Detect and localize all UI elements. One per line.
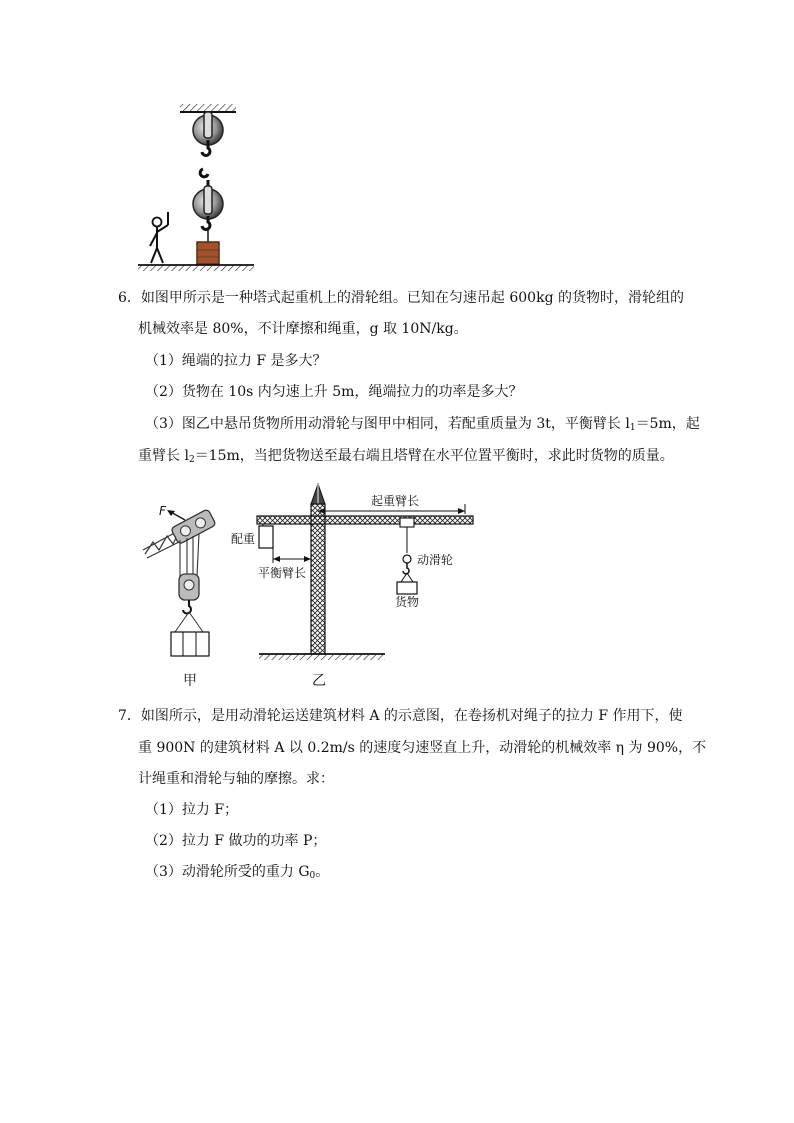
q7-sub3: （3）动滑轮所受的重力 $G_0$。 bbox=[145, 864, 330, 881]
figure-yi bbox=[231, 484, 473, 689]
movable-pulley bbox=[193, 169, 223, 242]
counterweight-label: 配重 bbox=[231, 532, 256, 546]
q6-sub3-line1: （3）图乙中悬吊货物所用动滑轮与图甲中相同，若配重质量为 3t，平衡臂长 $l_1=5m$，起 bbox=[145, 416, 700, 433]
q6-line2: 机械效率是 80%，不计摩擦和绳重，g 取 10N/kg。 bbox=[138, 321, 468, 337]
q7-sub2: （2）拉力 F 做功的功率 P； bbox=[145, 833, 327, 849]
pulley-figure bbox=[130, 100, 270, 275]
q6-sub2: （2）货物在 10s 内匀速上升 5m，绳端拉力的功率是多大？ bbox=[145, 384, 523, 400]
crane-figure bbox=[135, 478, 485, 693]
ceiling bbox=[180, 104, 236, 112]
q6-sub3-line2: 重臂长 $l_2=15m$，当把货物送至最右端且塔臂在水平位置平衡时，求此时货物的质量。 bbox=[138, 448, 674, 465]
q7-line2: 重 900N 的建筑材料 A 以 0.2m/s 的速度匀速竖直上升，动滑轮的机械效率 η 为 90%，不 bbox=[138, 740, 707, 756]
stick-person bbox=[150, 212, 168, 263]
q7-line3: 计绳重和滑轮与轴的摩擦。求： bbox=[138, 771, 334, 787]
figure-jia bbox=[143, 504, 216, 689]
balance-arm-label: 平衡臂长 bbox=[258, 566, 307, 580]
caption-yi: 乙 bbox=[312, 673, 326, 689]
cargo-box bbox=[197, 242, 219, 264]
fixed-pulley bbox=[193, 112, 223, 155]
cargo-label: 货物 bbox=[395, 595, 420, 609]
movable-pulley-label: 动滑轮 bbox=[417, 553, 454, 567]
lifting-arm-label: 起重臂长 bbox=[371, 494, 420, 508]
q7-sub1: （1）拉力 F； bbox=[145, 802, 239, 818]
q6-sub1: （1）绳端的拉力 F 是多大？ bbox=[145, 353, 327, 369]
force-label: F bbox=[159, 504, 166, 518]
ground bbox=[138, 265, 254, 271]
q6-line1: 6．如图甲所示是一种塔式起重机上的滑轮组。已知在匀速吊起 600kg 的货物时，滑轮组的 bbox=[118, 290, 684, 306]
caption-jia: 甲 bbox=[183, 673, 197, 689]
q7-line1: 7．如图所示，是用动滑轮运送建筑材料 A 的示意图，在卷扬机对绳子的拉力 F 作用下，使 bbox=[118, 708, 683, 724]
